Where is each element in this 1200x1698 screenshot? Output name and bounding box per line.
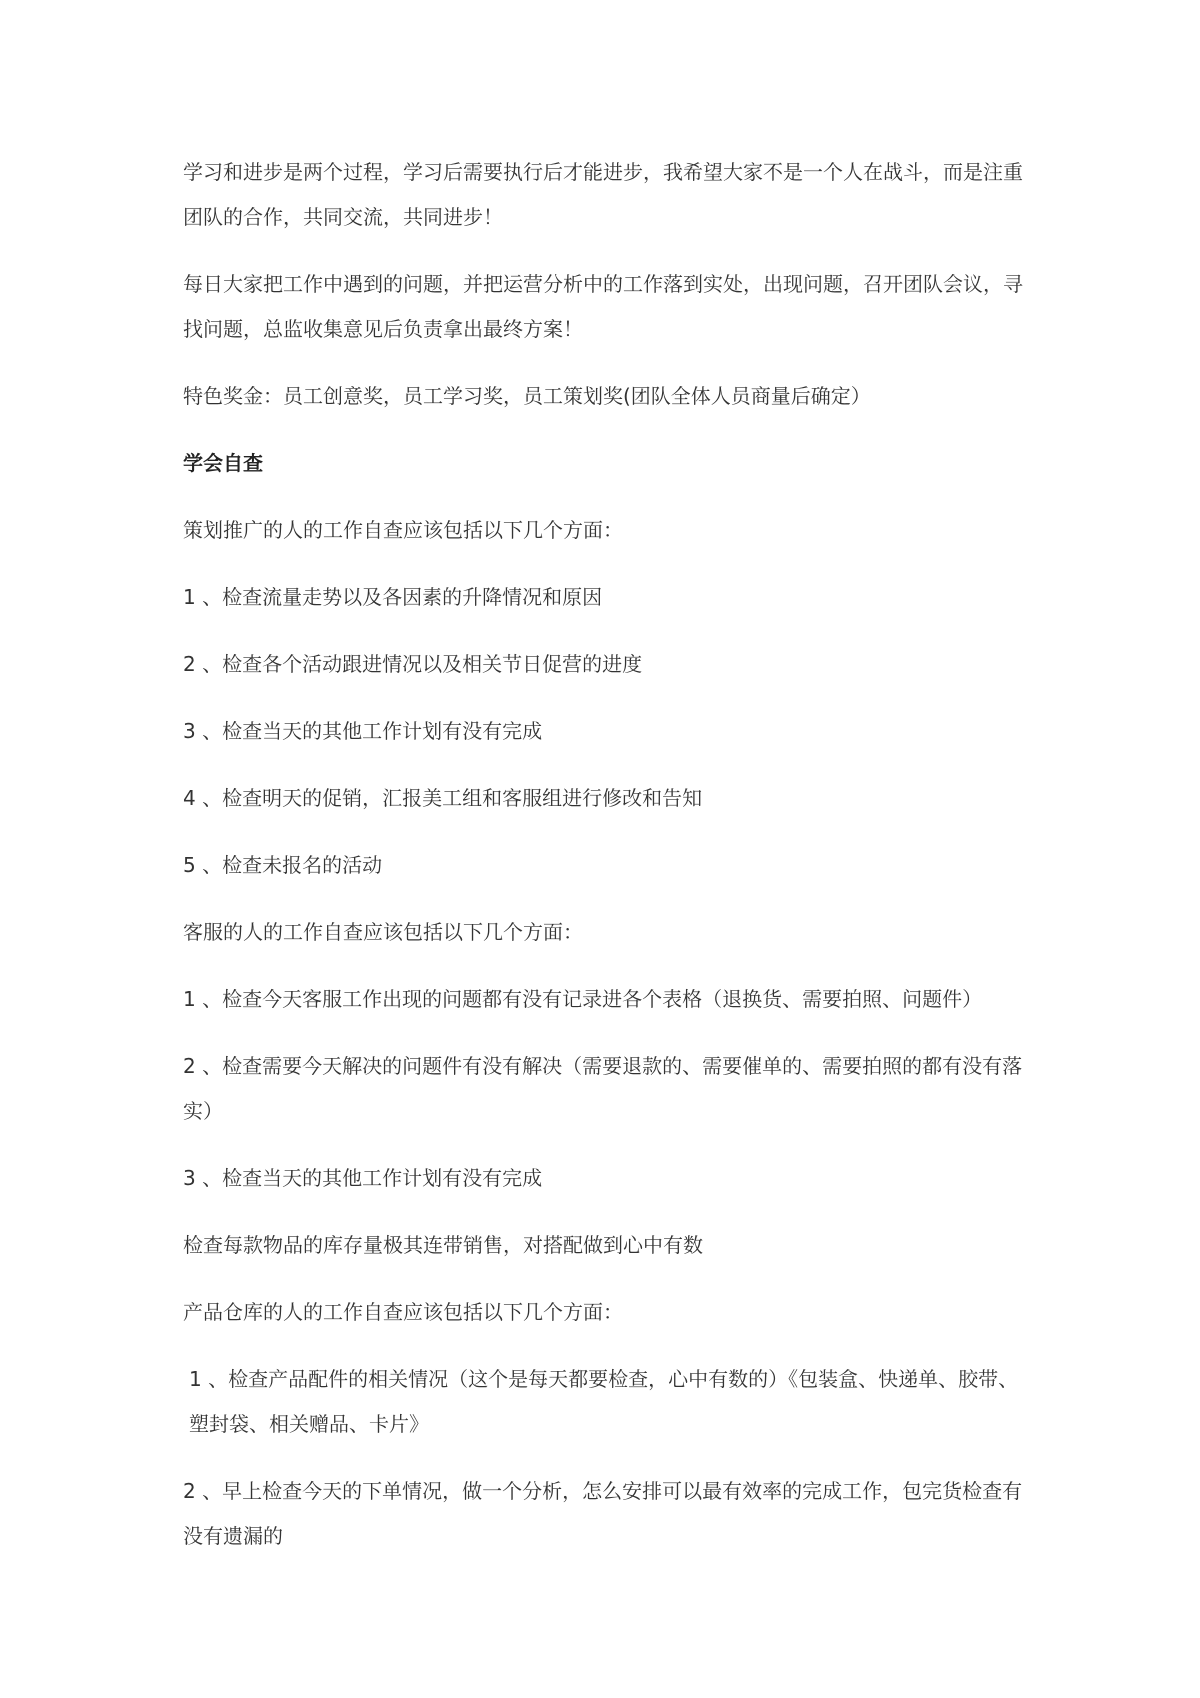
list-item-planning-1: 1 、检查流量走势以及各因素的升降情况和原因 [183, 585, 603, 609]
list-item-service-1: 1 、检查今天客服工作出现的问题都有没有记录进各个表格（退换货、需要拍照、问题件） [183, 987, 983, 1011]
paragraph-warehouse-intro: 产品仓库的人的工作自查应该包括以下几个方面： [183, 1300, 623, 1324]
list-item-planning-4: 4 、检查明天的促销，汇报美工组和客服组进行修改和告知 [183, 786, 703, 810]
list-item-service-3: 3 、检查当天的其他工作计划有没有完成 [183, 1166, 543, 1190]
list-item-planning-5: 5 、检查未报名的活动 [183, 853, 383, 877]
list-item-service-2: 2 、检查需要今天解决的问题件有没有解决（需要退款的、需要催单的、需要拍照的都有没有落实） [183, 1054, 1023, 1123]
paragraph-planning-intro: 策划推广的人的工作自查应该包括以下几个方面： [183, 518, 623, 542]
paragraph-learning-progress: 学习和进步是两个过程，学习后需要执行后才能进步，我希望大家不是一个人在战斗，而是注重团队的合作，共同交流，共同进步！ [183, 160, 1023, 229]
paragraph-inventory-check: 检查每款物品的库存量极其连带销售，对搭配做到心中有数 [183, 1233, 703, 1257]
paragraph-special-bonus: 特色奖金：员工创意奖，员工学习奖，员工策划奖(团队全体人员商量后确定） [183, 384, 871, 408]
paragraph-service-intro: 客服的人的工作自查应该包括以下几个方面： [183, 920, 583, 944]
list-item-warehouse-2: 2 、早上检查今天的下单情况，做一个分析，怎么安排可以最有效率的完成工作，包完货检查有没有遗漏的 [183, 1479, 1023, 1548]
section-heading-self-check: 学会自查 [183, 451, 263, 475]
list-item-planning-2: 2 、检查各个活动跟进情况以及相关节日促营的进度 [183, 652, 643, 676]
list-item-warehouse-1: 1 、检查产品配件的相关情况（这个是每天都要检查，心中有数的）《包装盒、快递单、胶带、塑封袋、相关赠品、卡片》 [189, 1367, 1019, 1436]
paragraph-daily-problems: 每日大家把工作中遇到的问题，并把运营分析中的工作落到实处，出现问题，召开团队会议，寻找问题，总监收集意见后负责拿出最终方案！ [183, 272, 1023, 341]
document-body [183, 150, 1033, 1581]
list-item-planning-3: 3 、检查当天的其他工作计划有没有完成 [183, 719, 543, 743]
